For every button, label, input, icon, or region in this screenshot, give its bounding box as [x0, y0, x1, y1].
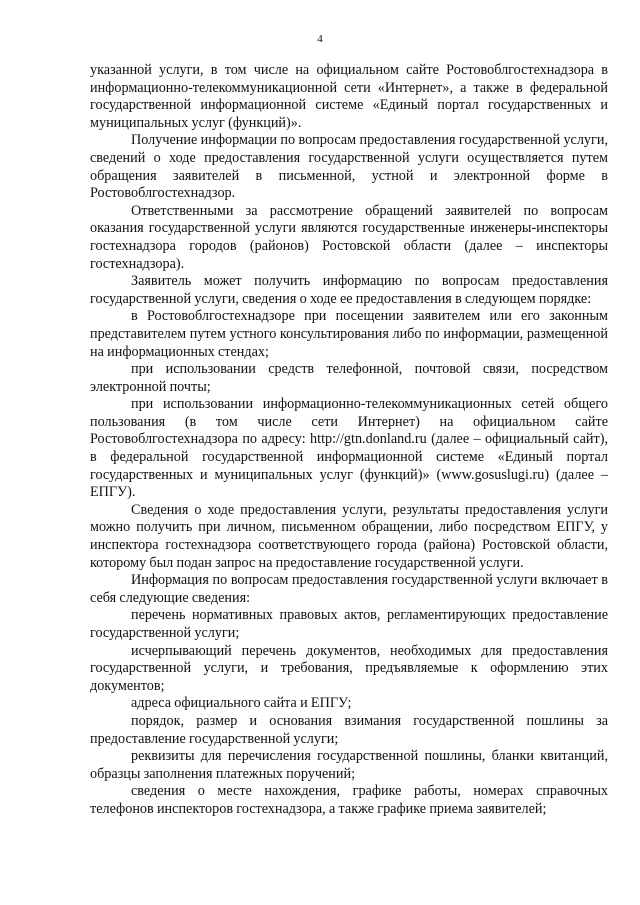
list-item-state-fee: порядок, размер и основания взимания государственной пошлины за предоставление государственной услуги;: [90, 712, 608, 747]
list-item-documents: исчерпывающий перечень документов, необходимых для предоставления государственной услуги, и требования, предъявляемые к оформлению этих документов;: [90, 642, 608, 694]
body-text: [90, 62, 608, 819]
paragraph-information-contents: Информация по вопросам предоставления государственной услуги включает в себя следующие сведения:: [90, 572, 608, 606]
paragraph-continuation: указанной услуги, в том числе на официальном сайте Ростовоблгостехнадзора в информационно-телекоммуникационной сети «Интернет», а также в федеральной государственной информационной системе «Единый портал государственных и муниципальных услуг (функций)».: [90, 62, 608, 131]
list-item-addresses: адреса официального сайта и ЕПГУ;: [131, 695, 352, 712]
paragraph-obtaining-information: Получение информации по вопросам предоставления государственной услуги, сведений о ходе предоставления государственной услуги осуществляется путем обращения заявителей в письменной, устной и электронной форме в Ростовоблгостехнадзор.: [90, 132, 608, 202]
paragraph-progress-information: Сведения о ходе предоставления услуги, результаты предоставления услуги можно получить при личном, письменном обращении, либо посредством ЕПГУ, у инспектора гостехнадзора соответствующего города (района) Ростовской области, которому был подан запрос на предоставление государственной услуги.: [90, 501, 608, 571]
paragraph-internet-sites: при использовании информационно-телекоммуникационных сетей общего пользования (в том числе сети Интернет) на официальном сайте Ростовоблгостехнадзора по адресу: http://gtn.donland.ru (далее – официальный сайт), в федеральной государственной информационной системе «Единый портал государственных и муниципальных услуг (функций)» (www.gosuslugi.ru) (далее – ЕПГУ).: [90, 396, 608, 501]
list-item-legal-acts: перечень нормативных правовых актов, регламентирующих предоставление государственной услуги;: [90, 607, 608, 641]
list-item-payment-details: реквизиты для перечисления государственной пошлины, бланки квитанций, образцы заполнения платежных поручений;: [90, 748, 608, 782]
paragraph-phone-mail: при использовании средств телефонной, почтовой связи, посредством электронной почты;: [90, 361, 608, 395]
page-number: 4: [317, 33, 323, 45]
paragraph-applicant-procedure: Заявитель может получить информацию по вопросам предоставления государственной услуги, сведения о ходе ее предоставления в следующем порядке:: [90, 273, 608, 307]
paragraph-responsible-persons: Ответственными за рассмотрение обращений заявителей по вопросам оказания государственной услуги являются государственные инженеры-инспекторы гостехнадзора городов (районов) Ростовской области (далее – инспекторы гостехнадзора).: [90, 202, 608, 272]
list-item-location-schedule: сведения о месте нахождения, графике работы, номерах справочных телефонов инспекторов гостехнадзора, а также графике приема заявителей;: [90, 783, 608, 817]
paragraph-in-person-visit: в Ростовоблгостехнадзоре при посещении заявителем или его законным представителем путем устного консультирования либо по информации, размещенной на информационных стендах;: [90, 308, 608, 360]
